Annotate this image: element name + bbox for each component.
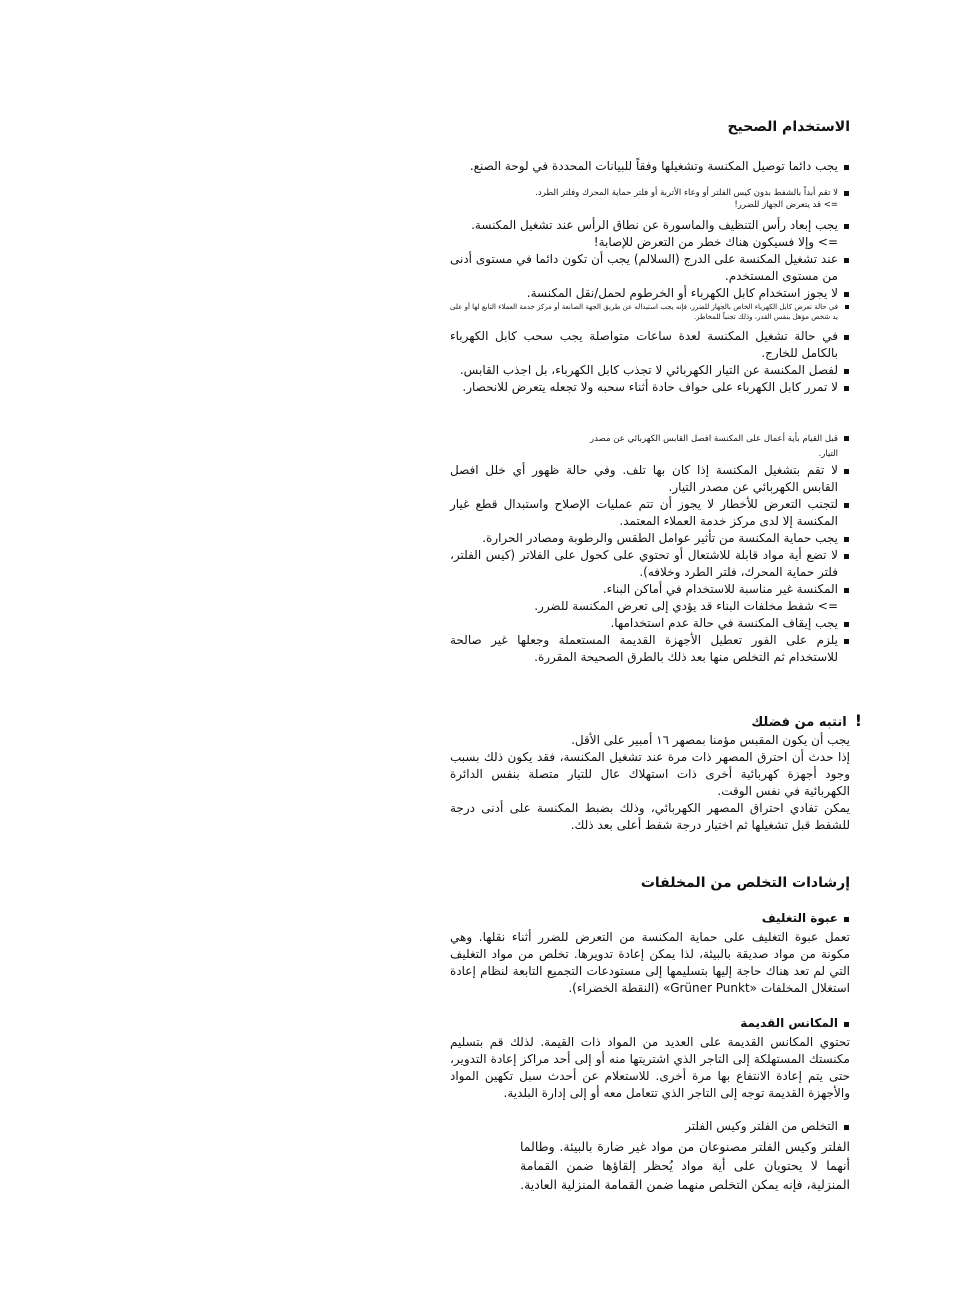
packaging-block	[450, 910, 850, 997]
list-item: لا يجوز استخدام كابل الكهرباء أو الخرطوم لحمل/نقل المكنسة.	[450, 285, 850, 302]
list-item: يلزم على الفور تعطيل الأجهزة القديمة المستعملة وجعلها غير صالحة للاستخدام ثم التخلص منها بعد ذلك بالطرق الصحيحة المقررة.	[450, 632, 850, 666]
filter-text: الفلتر وكيس الفلتر مصنوعان من مواد غير ضارة بالبيئة. وطالما أنهما لا يحتويان على أية مواد يُحظر إلقاؤها ضمن القمامة المنزلية، فإنه يمكن التخلص منهما ضمن القمامة المنزلية العادية.	[520, 1139, 850, 1192]
list-item: يجب إبعاد رأس التنظيف والماسورة عن نطاق الرأس عند تشغيل المكنسة. => وإلا فسيكون هناك خطر من التعرض للإصابة!	[450, 217, 850, 251]
list-item: لفصل المكنسة عن التيار الكهربائي لا تجذب كابل الكهرباء، بل اجذب القابس.	[450, 362, 850, 379]
filter-disposal-block	[520, 1118, 850, 1194]
list-item	[520, 1118, 850, 1135]
proper-use-list-2	[450, 432, 850, 666]
list-item: يجب حماية المكنسة من تأثير عوامل الطقس والرطوبة ومصادر الحرارة.	[450, 530, 850, 547]
list-item: لا تضع أية مواد قابلة للاشتعال أو تحتوي على كحول على الفلاتر (كيس الفلتر، فلتر حماية المحرك، فلتر الطرد وخلافه).	[450, 547, 850, 581]
list-item	[450, 910, 850, 927]
section-disposal	[450, 873, 850, 893]
old-appliances-title: المكانس القديمة	[740, 1016, 838, 1030]
section-proper-use	[450, 117, 850, 137]
list-item: عند تشغيل المكنسة على الدرج (السلالم) يجب أن تكون دائما في مستوى أدنى من مستوى المستخدم.	[450, 251, 850, 285]
list-item: لا تقم بتشغيل المكنسة إذا كان بها تلف. وفي حالة ظهور أي خلل افصل القابس الكهربائي عن مصدر التيار.	[450, 462, 850, 496]
list-item: يجب دائما توصيل المكنسة وتشغيلها وفقاً للبيانات المحددة في لوحة الصنع.	[450, 158, 850, 175]
list-item: لا تمرر كابل الكهرباء على حواف حادة أثناء سحبه ولا تجعله يتعرض للانحصار.	[450, 379, 850, 396]
list-item: قبل القيام بأية أعمال على المكنسة افصل القابس الكهربائي عن مصدر التيار.	[450, 432, 850, 462]
old-appliances-block	[450, 1015, 850, 1102]
list-item: في حالة تعرض كابل الكهرباء الخاص بالجهاز للضرر، فإنه يجب استبداله عن طريق الجهة الصانعة أو مركز خدمة العملاء التابع لها أو على يد شخص مؤهل بنفس القدر، وذلك تجنباً للمخاطر.	[450, 302, 850, 322]
list-item: يجب إيقاف المكنسة في حالة عدم استخدامها.	[450, 615, 850, 632]
warning-text: يمكن تفادي احتراق المصهر الكهربائي، وذلك بضبط المكنسة على أدنى درجة للشفط قبل تشغيلها ثم اختيار درجة شفط أعلى بعد ذلك.	[450, 801, 850, 832]
section-title: الاستخدام الصحيح	[727, 119, 850, 135]
list-item: لا تقم أبداً بالشفط بدون كيس الفلتر أو وعاء الأتربة أو فلتر حماية المحرك وفلتر الطرد. => قد يتعرض الجهاز للضرر!	[450, 187, 850, 211]
packaging-title: عبوة التغليف	[761, 911, 838, 925]
old-appliances-text: تحتوي المكانس القديمة على العديد من المواد ذات القيمة. لذلك قم بتسليم مكنستك المستهلكة إلى التاجر الذي اشتريتها منه أو إلى أحد مراكز إعادة التدوير، حتى يتم إعادة الانتفاع بها مرة أخرى. للاستعلام عن أحدث سبل تكهين المواد والأجهزة القديمة توجه إلى التاجر الذي تتعامل معه أو إلى إدارة البلدية.	[450, 1035, 850, 1100]
list-item: في حالة تشغيل المكنسة لعدة ساعات متواصلة يجب سحب كابل الكهرباء بالكامل للخارج.	[450, 328, 850, 362]
list-item: المكنسة غير مناسبة للاستخدام في أماكن البناء. => شفط مخلفات البناء قد يؤدي إلى تعرض المكنسة للضرر.	[450, 581, 850, 615]
warning-box	[450, 711, 862, 834]
warning-text: إذا حدث أن احترق المصهر ذات مرة عند تشغيل المكنسة، فقد يكون ذلك بسبب وجود أجهزة كهربائية أخرى ذات استهلاك عال للتيار متصلة بنفس الدائرة الكهربائية في نفس الوقت.	[450, 750, 850, 798]
exclamation-icon: !	[854, 711, 862, 730]
list-item: لتجنب التعرض للأخطار لا يجوز أن تتم عمليات الإصلاح واستبدال قطع غيار المكنسة إلا لدى مركز خدمة العملاء المعتمد.	[450, 496, 850, 530]
proper-use-list-1	[450, 158, 850, 396]
packaging-text: تعمل عبوة التغليف على حماية المكنسة من التعرض للضرر أثناء نقلها. وهي مكونة من مواد صديقة بالبيئة، لذا يمكن إعادة تدويرها. تخلص من مواد التغليف التي لم تعد هناك حاجة إليها بتسليمها إلى مستودعات التجميع التابعة لنظام إعادة استغلال المخلفات «Grüner Punkt» (النقطة الخضراء).	[450, 930, 850, 995]
section-title: إرشادات التخلص من المخلفات	[640, 875, 850, 891]
warning-title: انتبه من فضلك	[751, 715, 847, 730]
list-item	[450, 1015, 850, 1032]
warning-text: يجب أن يكون المقبس مؤمنا بمصهر ١٦ أمبير على الأقل.	[571, 733, 850, 747]
filter-title: التخلص من الفلتر وكيس الفلتر	[685, 1119, 838, 1133]
